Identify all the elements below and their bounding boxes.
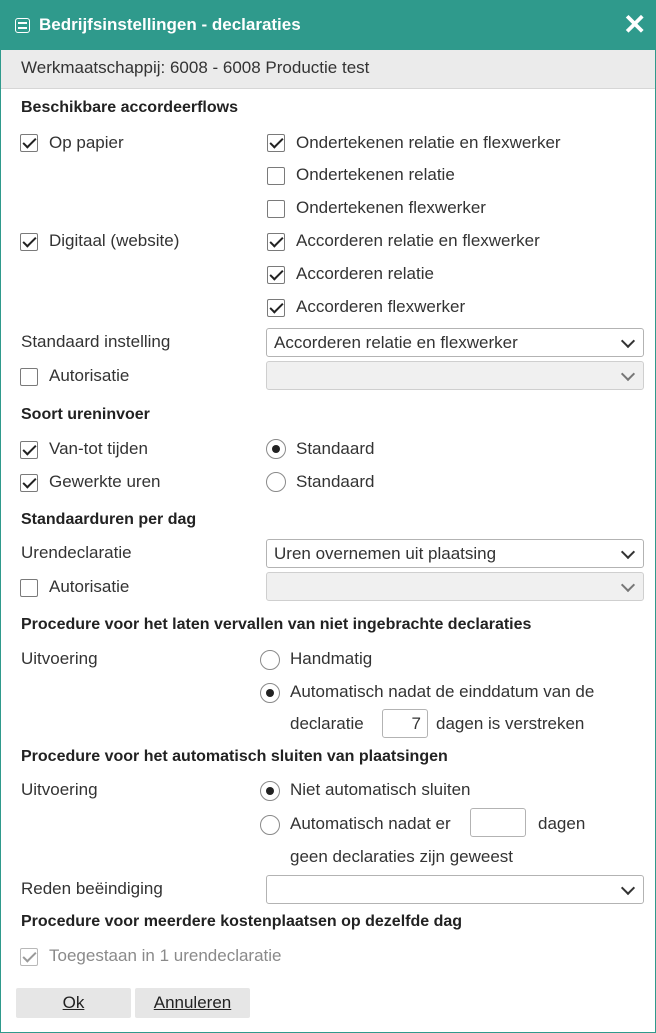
label-radio-standaard-2: Standaard: [296, 472, 375, 491]
chevron-down-icon: [621, 367, 635, 381]
select-urendeclaratie[interactable]: [266, 539, 644, 568]
label-digitaal: Digitaal (website): [49, 231, 180, 250]
checkbox-gewerkte-uren[interactable]: [20, 474, 38, 492]
label-accorderen-relatie: Accorderen relatie: [296, 264, 434, 283]
checkbox-accorderen-relatie[interactable]: [267, 266, 285, 284]
label-gewerkte-uren: Gewerkte uren: [49, 472, 161, 491]
checkbox-accorderen-relatie-flexwerker[interactable]: [267, 233, 285, 251]
select-autorisatie-uren: [266, 572, 644, 601]
close-icon[interactable]: ✕: [623, 9, 647, 40]
radio-automatisch-sluiten[interactable]: [260, 815, 280, 835]
ok-button-label: Ok: [62, 993, 85, 1012]
label-dagen-verstreken: dagen is verstreken: [436, 714, 585, 733]
label-ondertekenen-relatie-flexwerker: Ondertekenen relatie en flexwerker: [296, 133, 561, 152]
section-heading-standaarduren: Standaarduren per dag: [21, 511, 197, 528]
cancel-button-label: Annuleren: [153, 993, 232, 1012]
checkbox-van-tot-tijden[interactable]: [20, 441, 38, 459]
checkbox-autorisatie-flows[interactable]: [20, 368, 38, 386]
settings-icon: [15, 18, 30, 33]
checkbox-ondertekenen-relatie-flexwerker[interactable]: [267, 134, 285, 152]
section-heading-vervallen: Procedure voor het laten vervallen van niet ingebrachte declaraties: [21, 616, 532, 633]
select-autorisatie-flows: [266, 361, 644, 390]
label-toegestaan: Toegestaan in 1 urendeclaratie: [49, 946, 282, 965]
label-accorderen-flexwerker: Accorderen flexwerker: [296, 297, 466, 316]
input-dagen-vervallen[interactable]: [382, 709, 428, 738]
chevron-down-icon: [621, 334, 635, 348]
label-automatisch-sluiten: Automatisch nadat er: [290, 814, 451, 833]
select-standaard-instelling[interactable]: [266, 328, 644, 357]
select-urendeclaratie-value: Uren overnemen uit plaatsing: [274, 544, 497, 563]
chevron-down-icon: [621, 545, 635, 559]
checkbox-ondertekenen-flexwerker[interactable]: [267, 200, 285, 218]
label-autorisatie-flows: Autorisatie: [49, 366, 130, 385]
checkbox-digitaal[interactable]: [20, 233, 38, 251]
chevron-down-icon: [621, 578, 635, 592]
select-reden-beeindiging[interactable]: [266, 875, 644, 904]
section-heading-ureninvoer: Soort ureninvoer: [21, 406, 150, 423]
checkbox-accorderen-flexwerker[interactable]: [267, 299, 285, 317]
checkbox-toegestaan: [20, 948, 38, 966]
input-dagen-sluiten[interactable]: [470, 808, 526, 837]
section-heading-kostenplaatsen: Procedure voor meerdere kostenplaatsen op dezelfde dag: [21, 913, 463, 930]
checkbox-ondertekenen-relatie[interactable]: [267, 167, 285, 185]
label-reden-beeindiging: Reden beëindiging: [21, 879, 163, 898]
label-op-papier: Op papier: [49, 133, 124, 152]
label-automatisch-vervallen: Automatisch nadat de einddatum van de: [290, 682, 595, 701]
ok-button[interactable]: [16, 988, 131, 1018]
company-bar: [1, 50, 655, 89]
title-bar: [1, 1, 655, 50]
label-dagen-sluiten: dagen: [538, 814, 586, 833]
section-heading-flows: Beschikbare accordeerflows: [21, 99, 238, 116]
radio-handmatig[interactable]: [260, 650, 280, 670]
label-accorderen-relatie-flexwerker: Accorderen relatie en flexwerker: [296, 231, 540, 250]
radio-standaard-1[interactable]: [266, 439, 286, 459]
checkbox-autorisatie-uren[interactable]: [20, 579, 38, 597]
label-urendeclaratie: Urendeclaratie: [21, 543, 132, 562]
label-ondertekenen-relatie: Ondertekenen relatie: [296, 165, 455, 184]
label-geen-declaraties: geen declaraties zijn geweest: [290, 847, 514, 866]
radio-niet-automatisch[interactable]: [260, 781, 280, 801]
select-standaard-instelling-value: Accorderen relatie en flexwerker: [274, 333, 518, 352]
chevron-down-icon: [621, 881, 635, 895]
company-label: Werkmaatschappij: 6008 - 6008 Productie test: [21, 58, 370, 77]
cancel-button[interactable]: [135, 988, 250, 1018]
radio-automatisch-vervallen[interactable]: [260, 683, 280, 703]
label-uitvoering-vervallen: Uitvoering: [21, 649, 98, 668]
radio-standaard-2[interactable]: [266, 472, 286, 492]
label-standaard-instelling: Standaard instelling: [21, 332, 171, 351]
label-declaratie: declaratie: [290, 714, 364, 733]
checkbox-op-papier[interactable]: [20, 134, 38, 152]
label-handmatig: Handmatig: [290, 649, 373, 668]
label-radio-standaard-1: Standaard: [296, 439, 375, 458]
label-autorisatie-uren: Autorisatie: [49, 577, 130, 596]
label-ondertekenen-flexwerker: Ondertekenen flexwerker: [296, 198, 486, 217]
label-niet-automatisch: Niet automatisch sluiten: [290, 780, 471, 799]
label-uitvoering-sluiten: Uitvoering: [21, 780, 98, 799]
dialog-title: Bedrijfsinstellingen - declaraties: [39, 15, 301, 34]
section-heading-sluiten: Procedure voor het automatisch sluiten van plaatsingen: [21, 748, 448, 765]
label-van-tot-tijden: Van-tot tijden: [49, 439, 148, 458]
